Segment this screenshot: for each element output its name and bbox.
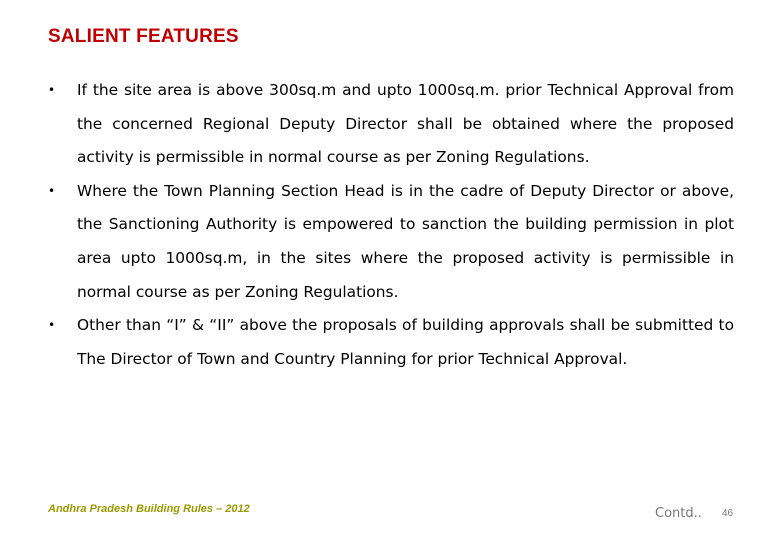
bullet-icon: • (48, 183, 56, 198)
bullet-icon: • (48, 83, 56, 97)
bullet-text-1: If the site area is above 300sq.m and upto 1000sq.m. prior Technical Approval from the concerned Regional Deputy Director shall be obtained where the proposed activity is permissible in normal course as per Zoning Regulations. (77, 81, 734, 167)
bullet-list (48, 74, 734, 376)
bullet-text-3: Other than “I” & “II” above the proposals of building approvals shall be submitted to The Director of Town and Country Planning for prior Technical Approval. (77, 316, 734, 368)
bullet-item-2 (48, 175, 734, 309)
footer-source: Andhra Pradesh Building Rules – 2012 (48, 503, 250, 515)
bullet-text-2: Where the Town Planning Section Head is in the cadre of Deputy Director or above, the Sanctioning Authority is empowered to sanction the building permission in plot area upto 1000sq.m, in the sites where the proposed activity is permissible in normal course as per Zoning Regulations. (77, 181, 734, 301)
slide-title: SALIENT FEATURES (48, 26, 239, 47)
bullet-icon: • (48, 318, 56, 333)
page-number: 46 (722, 508, 734, 519)
continued-label: Contd.. (655, 506, 702, 521)
bullet-item-1 (48, 74, 734, 175)
bullet-item-3 (48, 309, 734, 376)
